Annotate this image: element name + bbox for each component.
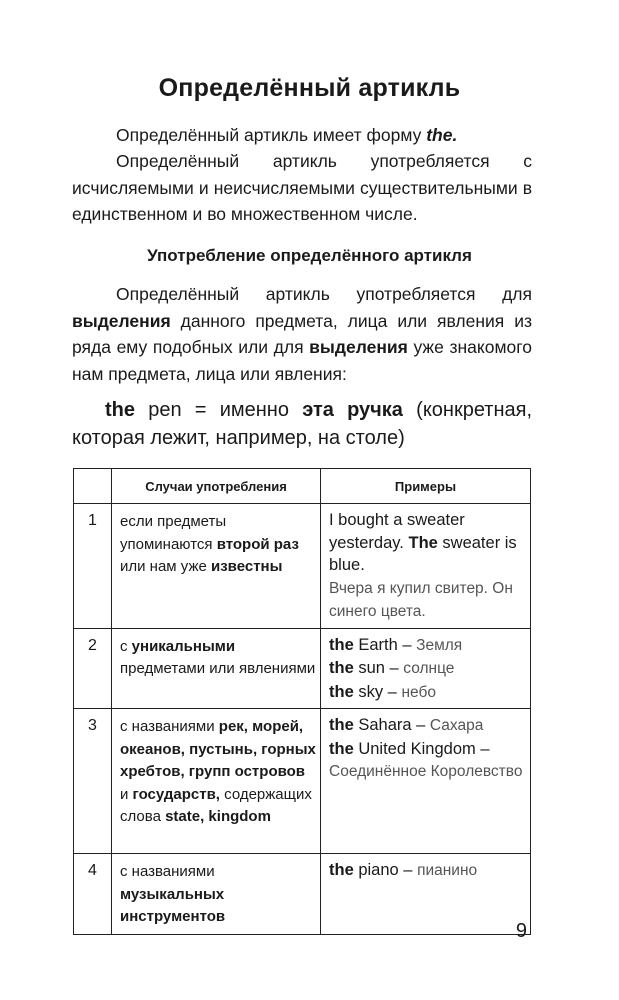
usage-paragraph [72,281,532,387]
table-header-row [74,469,531,504]
case-text: с названиями [120,863,215,880]
example-en: sweater is blue. [329,533,517,574]
example-cell [321,709,531,854]
case-cell [112,709,321,854]
case-text: и [120,785,133,803]
example-en: sun – [353,659,404,677]
header-num [74,469,112,504]
intro-paragraph-2 [72,148,532,228]
table-row [74,709,531,854]
intro-text: Определённый артикль имеет форму [116,125,427,145]
example-article: the [329,716,354,734]
example-cell [321,854,531,935]
case-text: с [120,637,132,655]
usage-text: данного предмета, лица или явления из ряда ему подобных или для [72,310,532,357]
example-bold: эта ручка [302,399,403,421]
example-sentence [72,396,532,452]
example-en: Sahara – [353,716,430,734]
page-number: 9 [515,920,527,942]
example-cell [321,628,531,709]
example-article: the [329,659,354,677]
example-article: the [329,861,354,879]
case-cell [112,504,321,629]
example-article: the [105,399,135,421]
example-cell [321,504,531,629]
usage-bold: выделения [72,310,171,331]
case-bold: state, kingdom [165,808,271,825]
example-en: Earth – [353,635,417,654]
case-bold: второй раз [216,535,299,553]
header-cases: Случаи употребления [112,469,321,504]
case-text: если предметы упоминаются [120,513,227,553]
row-number: 3 [74,709,112,854]
intro-text-2: Определённый артикль употребляется с исчисляемыми и неисчисляемыми существительными в единственном и во множественном числе. [72,151,532,224]
example-ru: Сахара [429,717,484,734]
example-ru: Вчера я купил свитер. Он синего цвета. [329,579,513,620]
case-bold: рек, морей, океанов, пустынь, горных хребтов, групп островов [120,718,316,780]
header-examples: Примеры [321,469,531,504]
case-bold: музыкальных инструментов [120,885,226,925]
example-ru: пианино [417,862,478,879]
page-title: Определённый артикль [158,74,461,102]
example-text: pen = именно [135,399,303,421]
case-bold: уникальными [131,637,236,655]
example-en: United Kingdom – [353,739,490,758]
row-number: 4 [74,854,112,935]
section-subheading: Употребление определённого артикля [147,246,472,265]
case-cell [112,628,321,709]
example-article: the [329,682,354,701]
example-article: the [329,635,354,654]
example-article: the [329,739,354,758]
example-bold: The [408,533,438,552]
article-form: the. [426,125,458,145]
example-en: piano – [353,861,418,879]
intro-paragraph-1 [72,122,532,149]
example-en: sky – [353,682,402,701]
example-text: (конкретная, которая лежит, например, на столе) [72,399,533,449]
example-ru: небо [401,683,436,701]
example-ru: солнце [403,660,455,677]
row-number: 1 [74,504,112,629]
example-ru: Земля [416,636,463,654]
example-en: I bought a sweater yesterday. [329,511,465,552]
usage-bold: выделения [309,337,408,357]
case-cell [112,854,321,935]
case-text: предметами или явлениями [120,660,316,677]
usage-table [73,468,531,935]
case-bold: государств, [132,785,220,803]
case-bold: известны [211,558,283,575]
table-row [74,504,531,629]
row-number: 2 [74,628,112,709]
case-text: с названиями [120,718,219,735]
table-row [74,628,531,709]
usage-text: уже знакомого нам предмета, лица или явления: [72,337,532,384]
case-text: содержащих слова [120,785,312,825]
usage-text: Определённый артикль употребляется для [116,284,532,304]
table-row [74,854,531,935]
case-text: или нам уже [120,558,211,575]
example-ru: Соединённое Королевство [329,763,523,780]
